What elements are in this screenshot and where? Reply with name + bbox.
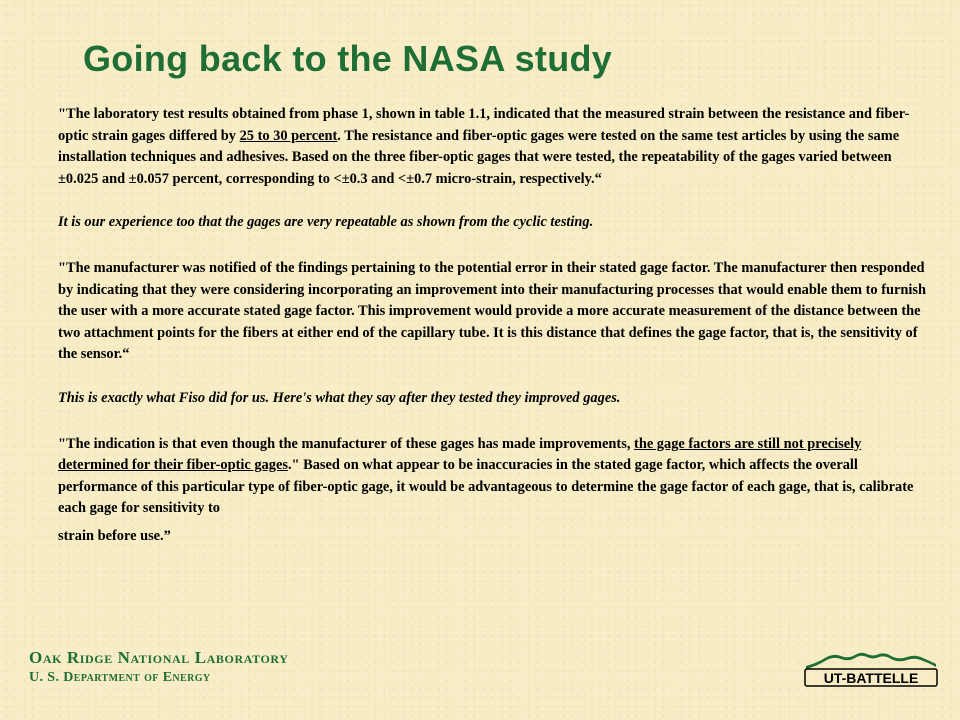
quote-3-underlined-text: the gage factors are still not precisely determined for their fiber-optic gages (58, 435, 862, 474)
footer-organization (29, 648, 289, 688)
quote-3-last-line: strain before use.” (58, 527, 171, 544)
quote-1-text-end: . The resistance and fiber-optic gages were tested on the same test articles by using the same installation techniques and adhesives. Based on the three fiber-optic gages that were tested, the repeatability of the gages varied between ±0.025 and ±0.057 percent, corresponding to <±0.3 and <±0.7 micro-strain, respectively.“ (58, 127, 900, 187)
nasa-quote-paragraph-1 (58, 104, 930, 190)
comment-paragraph-1: It is our experience too that the gages are very repeatable as shown from the cyclic testing. (58, 214, 594, 231)
nasa-quote-paragraph-3 (58, 434, 930, 520)
footer-department-name: U. S. Department of Energy (29, 670, 211, 685)
slide-body (58, 104, 930, 548)
quote-1-underlined-text: 25 to 30 percent (239, 127, 338, 144)
nasa-quote-paragraph-2: "The manufacturer was notified of the findings pertaining to the potential error in their stated gage factor. The manufacturer then responded by indicating that they were considering incorporating an improvement into their manufacturing processes that would enable them to furnish the user with a more accurate stated gage factor. This improvement would provide a more accurate measurement of the distance between the two attachment points for the fibers at either end of the capillary tube. It is this distance that defines the gage factor, that is, the sensitivity of the sensor.“ (58, 259, 926, 363)
logo-wordmark: UT-BATTELLE (823, 670, 919, 686)
quote-1-text-start: "The laboratory test results obtained from phase 1, shown in table 1.1, indicated that the measured strain between the resistance and fiber-optic strain gages differed by (58, 106, 910, 144)
slide-title: Going back to the NASA study (83, 38, 613, 79)
footer-lab-name: Oak Ridge National Laboratory (29, 648, 289, 667)
comment-paragraph-2: This is exactly what Fiso did for us. Here's what they say after they tested they improved gages. (58, 389, 621, 406)
ut-battelle-logo (803, 647, 939, 689)
quote-3-text-start: "The indication is that even though the manufacturer of these gages has made improvements, (58, 435, 635, 452)
quote-3-text-end: ." Based on what appear to be inaccuracies in the stated gage factor, which affects the overall performance of this particular type of fiber-optic gage, it would be advantageous to determine the gage factor of each gage, that is, calibrate each gage for sensitivity to (58, 457, 914, 517)
